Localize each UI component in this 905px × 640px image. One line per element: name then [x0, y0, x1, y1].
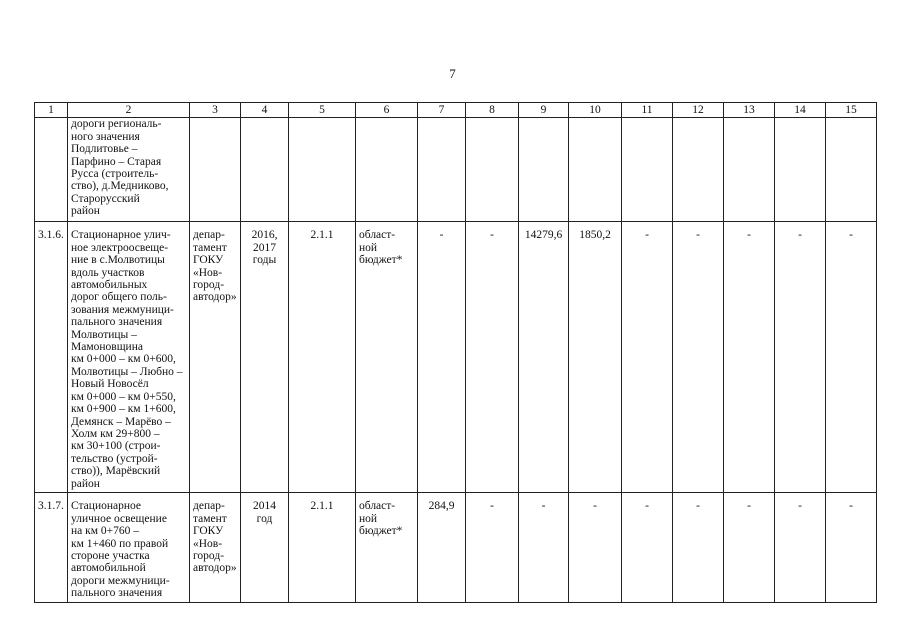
header-cell: 13	[724, 103, 775, 118]
row-value: 14279,6	[519, 222, 569, 493]
table-row	[35, 222, 877, 493]
header-cell: 2	[68, 103, 190, 118]
row-indicator: 2.1.1	[289, 222, 356, 493]
row-source	[356, 118, 418, 222]
row-value	[673, 118, 724, 222]
row-value: -	[418, 222, 466, 493]
row-years: 2014 год	[241, 493, 289, 602]
row-value	[569, 118, 622, 222]
table-row	[35, 118, 877, 222]
row-value	[826, 118, 877, 222]
row-value: 284,9	[418, 493, 466, 602]
table-row	[35, 493, 877, 602]
row-value	[775, 118, 826, 222]
header-cell: 10	[569, 103, 622, 118]
header-cell: 14	[775, 103, 826, 118]
header-cell: 9	[519, 103, 569, 118]
row-value: -	[826, 222, 877, 493]
row-value	[519, 118, 569, 222]
row-value: -	[724, 222, 775, 493]
header-cell: 11	[622, 103, 673, 118]
row-name: Стационарное уличное освещение на км 0+760 – км 1+460 по правой стороне участка автомобильной дороги межмуници- пального значения	[68, 493, 190, 602]
page-number: 7	[449, 66, 456, 81]
row-value: -	[466, 222, 519, 493]
row-value: -	[466, 493, 519, 602]
row-value	[724, 118, 775, 222]
row-value	[622, 118, 673, 222]
row-source: област- ной бюджет*	[356, 222, 418, 493]
row-value: -	[622, 493, 673, 602]
row-indicator: 2.1.1	[289, 493, 356, 602]
row-years	[241, 118, 289, 222]
row-value	[466, 118, 519, 222]
header-cell: 3	[190, 103, 241, 118]
row-id	[35, 118, 68, 222]
row-value: -	[673, 493, 724, 602]
header-cell: 1	[35, 103, 68, 118]
row-executor: депар- тамент ГОКУ «Нов- город- автодор»	[190, 222, 241, 493]
row-source: област- ной бюджет*	[356, 493, 418, 602]
row-executor	[190, 118, 241, 222]
row-value: -	[569, 493, 622, 602]
row-name: Стационарное улич- ное электроосвеще- ние в с.Молвотицы вдоль участков автомобильных дорог общего поль- зования межмуници- пального значения Молвотицы – Мамоновщина км 0+000 – км 0+600, Молвотицы – Любно – Новый Новосёл км 0+000 – км 0+550, км 0+900 – км 1+600, Демянск – Марёво – Холм км 29+800 – км 30+100 (строи- тельство (устрой- ство)), Марёвский район	[68, 222, 190, 493]
row-value: 1850,2	[569, 222, 622, 493]
program-table	[34, 102, 877, 603]
row-years: 2016, 2017 годы	[241, 222, 289, 493]
row-value: -	[724, 493, 775, 602]
header-cell: 15	[826, 103, 877, 118]
header-cell: 5	[289, 103, 356, 118]
header-cell: 4	[241, 103, 289, 118]
row-id: 3.1.7.	[35, 493, 68, 602]
row-value: -	[673, 222, 724, 493]
row-value	[418, 118, 466, 222]
header-row	[35, 103, 877, 118]
header-cell: 7	[418, 103, 466, 118]
header-cell: 12	[673, 103, 724, 118]
row-id: 3.1.6.	[35, 222, 68, 493]
row-value: -	[519, 493, 569, 602]
row-value: -	[826, 493, 877, 602]
header-cell: 6	[356, 103, 418, 118]
header-cell: 8	[466, 103, 519, 118]
row-value: -	[775, 493, 826, 602]
row-indicator	[289, 118, 356, 222]
row-name: дороги региональ- ного значения Подлитовье – Парфино – Старая Русса (строитель- ство), д.Медниково, Старорусский район	[68, 118, 190, 222]
row-value: -	[775, 222, 826, 493]
row-value: -	[622, 222, 673, 493]
row-executor: депар- тамент ГОКУ «Нов- город- автодор»	[190, 493, 241, 602]
